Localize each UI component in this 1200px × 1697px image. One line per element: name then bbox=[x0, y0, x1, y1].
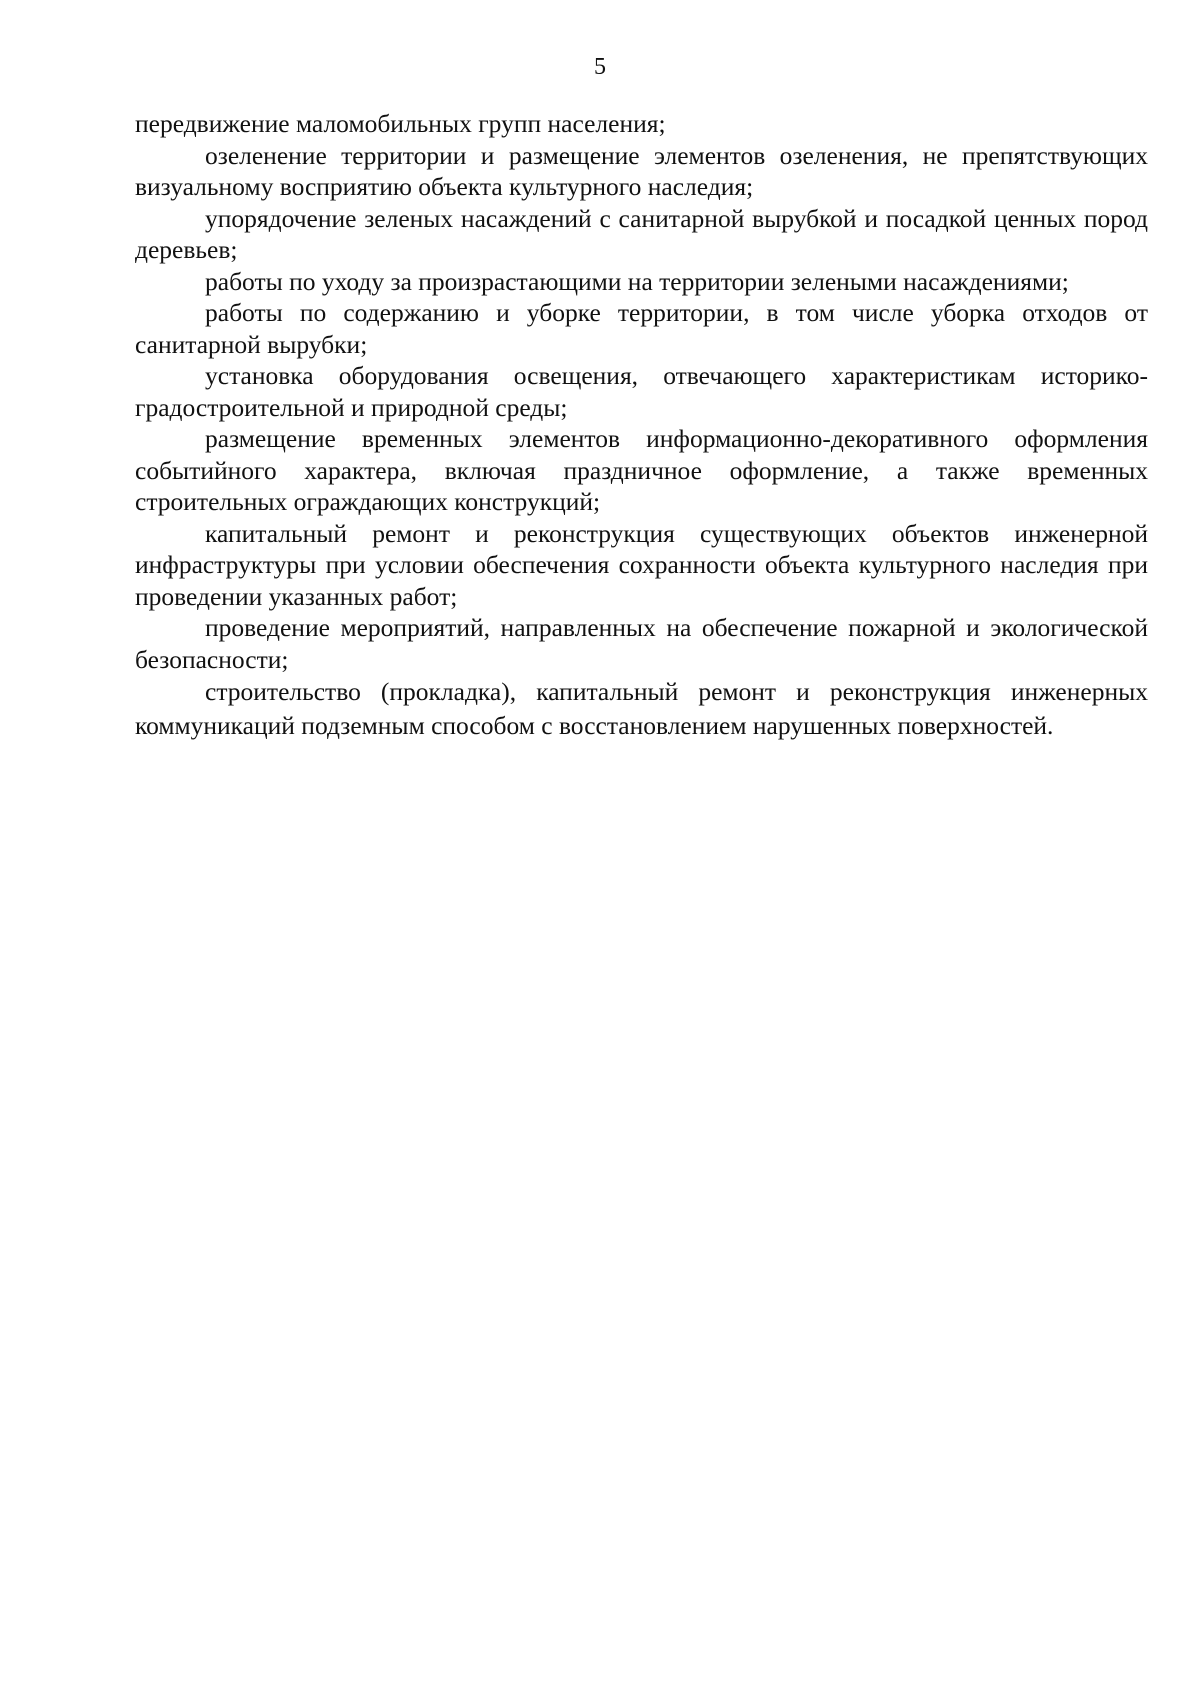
page-number: 5 bbox=[594, 54, 606, 80]
paragraph-8: капитальный ремонт и реконструкция существующих объектов инженерной инфраструктуры при условии обеспечения сохранности объекта культурного наследия при проведении указанных работ; bbox=[135, 518, 1148, 611]
paragraph-2: озеленение территории и размещение элементов озеленения, не препятствующих визуальному восприятию объекта культурного наследия; bbox=[135, 140, 1148, 201]
paragraph-10: строительство (прокладка), капитальный ремонт и реконструкция инженерных коммуникаций подземным способом с восстановлением нарушенных поверхностей. bbox=[135, 677, 1148, 740]
paragraph-1: передвижение маломобильных групп населения; bbox=[135, 109, 666, 138]
paragraph-9: проведение мероприятий, направленных на обеспечение пожарной и экологической безопасности; bbox=[135, 613, 1148, 674]
document-body bbox=[135, 108, 1148, 743]
paragraph-5: работы по содержанию и уборке территории, в том числе уборка отходов от санитарной вырубки; bbox=[135, 298, 1148, 359]
paragraph-4: работы по уходу за произрастающими на территории зелеными насаждениями; bbox=[205, 266, 1069, 296]
paragraph-7: размещение временных элементов информационно-декоративного оформления событийного характера, включая праздничное оформление, а также временных строительных ограждающих конструкций; bbox=[135, 424, 1148, 516]
paragraph-6: установка оборудования освещения, отвечающего характеристикам историко-градостроительной и природной среды; bbox=[135, 361, 1148, 422]
paragraph-3: упорядочение зеленых насаждений с санитарной вырубкой и посадкой ценных пород деревьев; bbox=[135, 203, 1148, 264]
